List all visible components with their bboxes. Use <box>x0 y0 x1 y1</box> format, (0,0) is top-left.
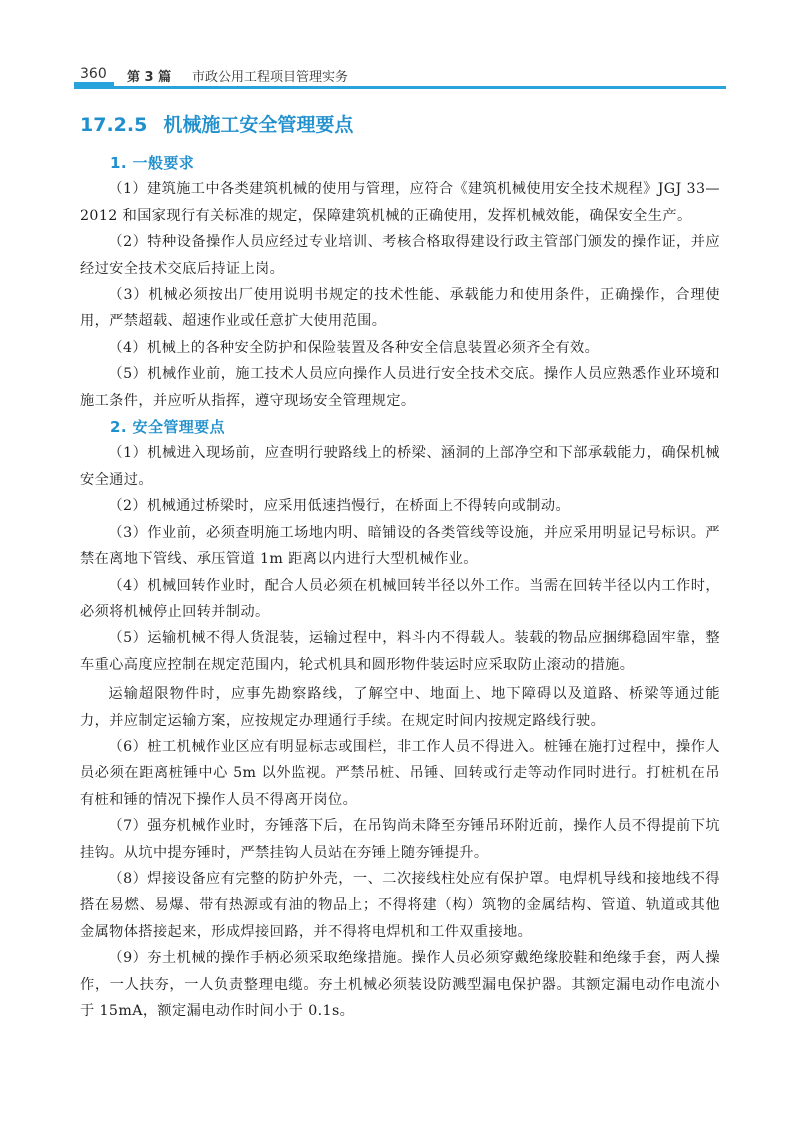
paragraph: （4）机械回转作业时，配合人员必须在机械回转半径以外工作。当需在回转半径以内工作时，必须将机械停止回转并制动。 <box>80 577 720 620</box>
paragraph: （4）机械上的各种安全防护和保险装置及各种安全信息装置必须齐全有效。 <box>108 339 600 356</box>
paragraph: （2）特种设备操作人员应经过专业培训、考核合格取得建设行政主管部门颁发的操作证，并应经过安全技术交底后持证上岗。 <box>80 234 720 277</box>
section-title: 机械施工安全管理要点 <box>163 114 354 136</box>
paragraph: （8）焊接设备应有完整的防护外壳，一、二次接线柱处应有保护罩。电焊机导线和接地线不得搭在易燃、易爆、带有热源或有油的物品上；不得将建（构）筑物的金属结构、管道、轨道或其他金属物体搭接起来，形成焊接回路，并不得将电焊机和工件双重接地。 <box>80 870 720 940</box>
subsection-heading-safety: 2. 安全管理要点 <box>110 418 225 437</box>
subsection-heading-general: 1. 一般要求 <box>110 154 195 172</box>
header-divider <box>74 86 726 89</box>
page-number: 360 <box>80 66 107 82</box>
paragraph: （7）强夯机械作业时，夯锤落下后，在吊钩尚未降至夯锤吊环附近前，操作人员不得提前下坑挂钩。从坑中提夯锤时，严禁挂钩人员站在夯锤上随夯锤提升。 <box>80 818 720 861</box>
paragraph: （6）桩工机械作业区应有明显标志或围栏，非工作人员不得进入。桩锤在施打过程中，操作人员必须在距离桩锤中心 5m 以外监视。严禁吊桩、吊锤、回转或行走等动作同时进行。打桩机在吊有桩和锤的情况下操作人员不得离开岗位。 <box>80 738 720 808</box>
paragraph: （9）夯土机械的操作手柄必须采取绝缘措施。操作人员必须穿戴绝缘胶鞋和绝缘手套，两人操作，一人扶夯，一人负责整理电缆。夯土机械必须装设防溅型漏电保护器。其额定漏电动作电流小于 15mA，额定漏电动作时间小于 0.1s。 <box>80 950 720 1019</box>
paragraph: 运输超限物件时，应事先勘察路线，了解空中、地面上、地下障碍以及道路、桥梁等通过能力，并应制定运输方案，应按规定办理通行手续。在规定时间内按规定路线行驶。 <box>80 686 720 729</box>
book-title: 市政公用工程项目管理实务 <box>192 70 349 85</box>
paragraph: （3）机械必须按出厂使用说明书规定的技术性能、承载能力和使用条件，正确操作，合理使用，严禁超载、超速作业或任意扩大使用范围。 <box>80 287 720 330</box>
paragraph: （1）建筑施工中各类建筑机械的使用与管理，应符合《建筑机械使用安全技术规程》JGJ 33—2012 和国家现行有关标准的规定，保障建筑机械的正确使用，发挥机械效能，确保安全生产。 <box>80 181 720 224</box>
paragraph: （3）作业前，必须查明施工场地内明、暗铺设的各类管线等设施，并应采用明显记号标识。严禁在离地下管线、承压管道 1m 距离以内进行大型机械作业。 <box>80 524 720 568</box>
paragraph: （2）机械通过桥梁时，应采用低速挡慢行，在桥面上不得转向或制动。 <box>108 498 571 515</box>
section-heading <box>80 110 353 137</box>
paragraph: （5）机械作业前，施工技术人员应向操作人员进行安全技术交底。操作人员应熟悉作业环境和施工条件，并应听从指挥，遵守现场安全管理规定。 <box>80 366 720 409</box>
running-header <box>80 64 720 86</box>
body-text <box>80 150 720 1024</box>
section-number: 17.2.5 <box>80 114 148 136</box>
part-label: 第 3 篇 <box>127 70 172 85</box>
paragraph: （1）机械进入现场前，应查明行驶路线上的桥梁、涵洞的上部净空和下部承载能力，确保机械安全通过。 <box>80 445 720 488</box>
paragraph: （5）运输机械不得人货混装，运输过程中，料斗内不得载人。装载的物品应捆绑稳固牢靠，整车重心高度应控制在规定范围内，轮式机具和圆形物件装运时应采取防止滚动的措施。 <box>80 630 720 673</box>
